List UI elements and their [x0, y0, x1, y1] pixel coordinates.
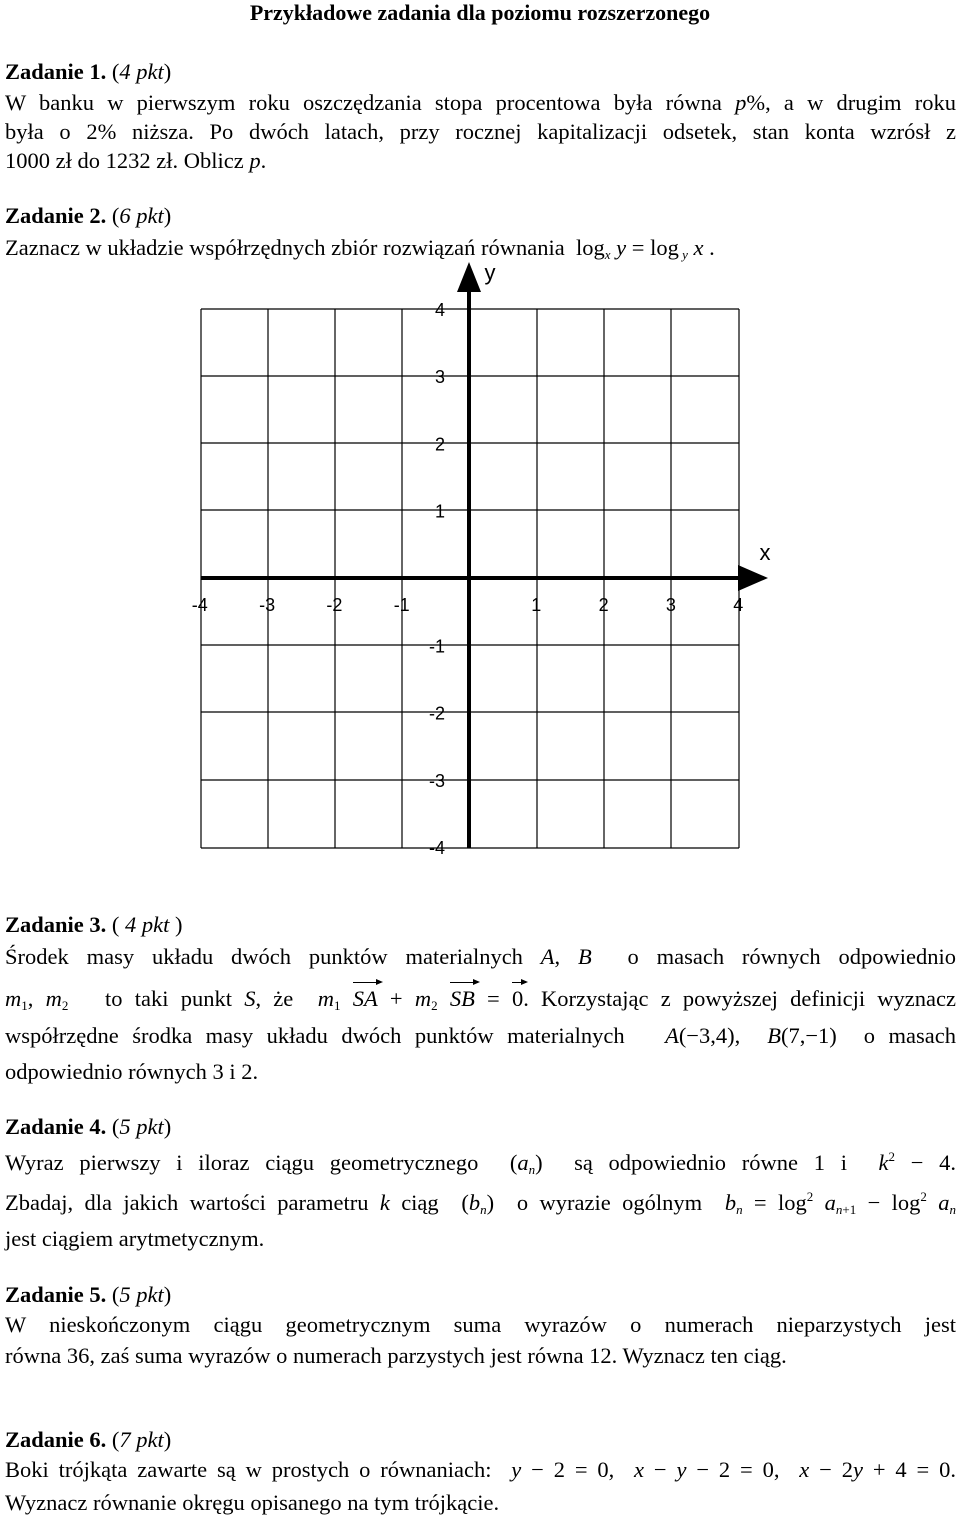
- task-5-line-2: równa 36, zaś suma wyrazów o numerach parzystych jest równa 12. Wyznacz ten ciąg.: [5, 1343, 787, 1368]
- task-2-equation: $\log_x y = \log _y$ x .: [575, 235, 715, 262]
- task-2-header: [5, 205, 171, 228]
- x-tick-label: -2: [326, 595, 343, 615]
- x-tick-label: -3: [259, 595, 276, 615]
- task-2-heading: Zadanie 2.: [5, 203, 107, 228]
- task-6-heading: Zadanie 6.: [5, 1427, 107, 1452]
- task-6-points: (7 pkt): [111, 1427, 172, 1452]
- y-tick-label: 1: [434, 501, 445, 522]
- task-1-line-3: 1000 zł do 1232 zł. Oblicz p.: [5, 148, 267, 173]
- task-1-header: [5, 61, 171, 84]
- task-2-line-1: Zaznacz w układzie współrzędnych zbiór rozwiązań równania $\log_x y = \log _y$ x .: [5, 235, 715, 262]
- x-axis-arrow: [738, 565, 768, 591]
- task-5-line-1: W nieskończonym ciągu geometrycznym suma wyrazów o numerach nieparzystych jest: [5, 1312, 956, 1337]
- task-3-line-2: $m_1$, $m_2$ to taki punkt S, że $m_1$ SA + $m_2$ SB = 0. Korzystając z powyższej definicji wyznacz: [5, 986, 957, 1013]
- task-3-line-4: odpowiednio równych 3 i 2.: [5, 1059, 259, 1084]
- task-3-header: [5, 914, 183, 937]
- task-3-line-3: współrzędne środka masy układu dwóch punktów materialnych A(−3,4), B(7,−1) o masach: [5, 1023, 956, 1048]
- y-tick-label: 3: [434, 367, 445, 388]
- page-title: Przykładowe zadania dla poziomu rozszerzonego: [249, 0, 711, 25]
- y-tick-label: 2: [434, 434, 445, 455]
- task-6-line-2: Wyznacz równanie okręgu opisanego na tym trójkącie.: [5, 1490, 500, 1515]
- y-axis-label: y: [484, 260, 496, 285]
- y-tick-label: -2: [428, 703, 445, 724]
- task-1-heading: Zadanie 1.: [5, 59, 107, 84]
- task-5-header: [5, 1284, 171, 1307]
- y-tick-label: -3: [428, 770, 445, 791]
- coordinate-grid: [0, 255, 960, 885]
- y-tick-label: 4: [434, 299, 445, 320]
- task-4-heading: Zadanie 4.: [5, 1114, 107, 1139]
- task-4-line-2: Zbadaj, dla jakich wartości parametru k ciąg $(b_n)$ o wyrazie ogólnym $b_n = \log^2 a_{n+1} - \log^2 a_n$: [5, 1189, 957, 1217]
- task-1-line-1: W banku w pierwszym roku oszczędzania stopa procentowa była równa p%, a w drugim roku: [5, 90, 956, 115]
- x-axis-label: x: [759, 540, 771, 565]
- task-3-points: ( 4 pkt ): [111, 912, 183, 937]
- task-1-points: (4 pkt): [111, 59, 172, 84]
- x-tick-label: 4: [733, 595, 744, 615]
- task-4-line-1: Wyraz pierwszy i iloraz ciągu geometrycznego $(a_n)$ są odpowiednio równe 1 i $k^2 - 4$.: [5, 1149, 957, 1177]
- task-4-points: (5 pkt): [111, 1114, 172, 1139]
- task-1-line-2: była o 2% niższa. Po dwóch latach, przy rocznej kapitalizacji odsetek, stan konta wzrósł z: [5, 119, 956, 144]
- task-4-line-3: jest ciągiem arytmetycznym.: [5, 1226, 265, 1251]
- task-4-header: [5, 1116, 171, 1139]
- x-tick-label: 3: [665, 595, 676, 615]
- task-2-points: (6 pkt): [111, 203, 172, 228]
- task-6-line-1: Boki trójkąta zawarte są w prostych o równaniach: y − 2 = 0, x − y − 2 = 0, x − 2y + 4 = 0.: [5, 1457, 956, 1482]
- x-tick-label: 1: [531, 595, 542, 615]
- task-3-line-1: Środek masy układu dwóch punktów materialnych A, B o masach równych odpowiednio: [5, 944, 956, 969]
- y-tick-label: -1: [428, 636, 445, 657]
- task-6-header: [5, 1429, 171, 1452]
- task-5-points: (5 pkt): [111, 1282, 172, 1307]
- x-tick-label: -1: [393, 595, 410, 615]
- x-tick-label: 2: [598, 595, 609, 615]
- y-tick-label: -4: [428, 838, 445, 859]
- y-axis-arrow: [457, 262, 481, 292]
- task-3-heading: Zadanie 3.: [5, 912, 107, 937]
- task-5-heading: Zadanie 5.: [5, 1282, 107, 1307]
- x-tick-label: -4: [191, 595, 208, 615]
